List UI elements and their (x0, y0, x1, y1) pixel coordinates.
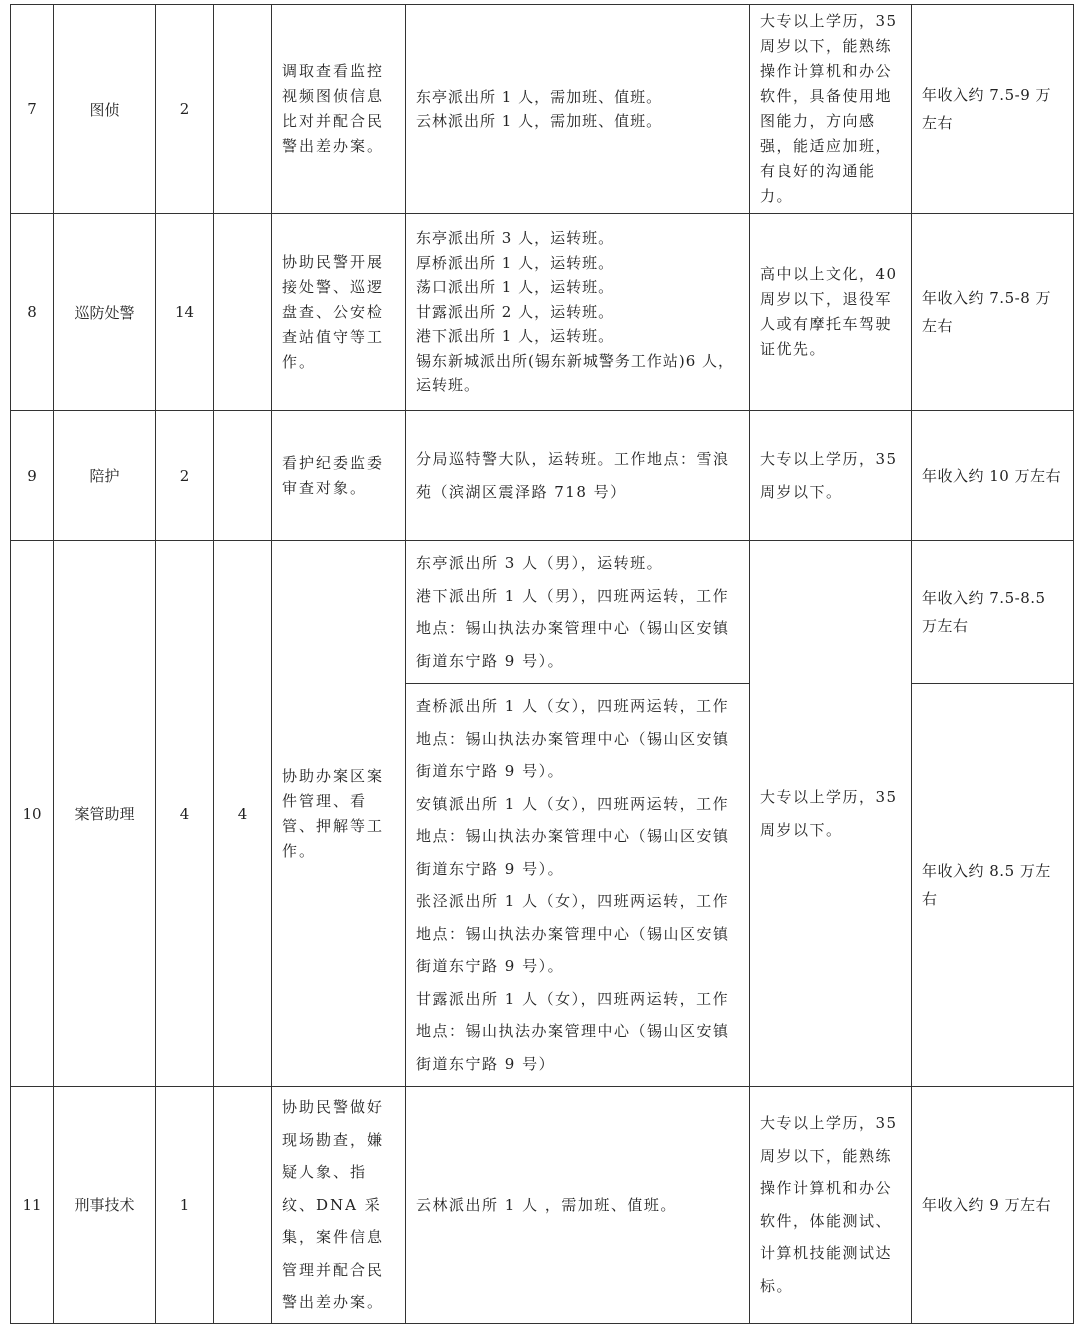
location-line: 云林派出所 1 人，需加班、值班。 (416, 112, 663, 130)
location-line: 甘露派出所 2 人，运转班。 (416, 302, 615, 321)
position-name: 刑事技术 (54, 1087, 156, 1324)
extra-count (214, 5, 272, 214)
location-line: 港下派出所 1 人，运转班。 (416, 327, 615, 346)
position-name: 案管助理 (54, 541, 156, 1087)
requirement-cell (750, 541, 912, 1087)
row-number: 8 (11, 214, 54, 411)
row-number: 9 (11, 411, 54, 541)
location-cell (406, 5, 750, 214)
recruitment-table (10, 4, 1074, 1324)
location-line: 分局巡特警大队，运转班。工作地点：雪浪苑（滨湖区震泽路 718 号） (416, 450, 730, 501)
extra-count (214, 411, 272, 541)
row-number: 10 (11, 541, 54, 1087)
duty-cell (272, 541, 406, 1087)
duty-text: 协助民警做好现场勘查，嫌疑人象、指纹、DNA 采集，案件信息管理并配合民警出差办案。 (282, 1098, 385, 1311)
location-line: 甘露派出所 1 人（女），四班两运转，工作地点：锡山执法办案管理中心（锡山区安镇街道东宁路 9 号） (416, 989, 730, 1073)
duty-cell (272, 1087, 406, 1324)
location-cell (406, 684, 750, 1087)
requirement-cell (750, 5, 912, 214)
location-line: 张泾派出所 1 人（女），四班两运转，工作地点：锡山执法办案管理中心（锡山区安镇街道东宁路 9 号）。 (416, 892, 730, 975)
location-line: 查桥派出所 1 人（女），四班两运转，工作地点：锡山执法办案管理中心（锡山区安镇街道东宁路 9 号）。 (416, 697, 730, 780)
location-cell (406, 411, 750, 541)
location-cell (406, 214, 750, 411)
duty-cell (272, 5, 406, 214)
salary-cell (912, 214, 1074, 411)
position-count: 14 (156, 214, 214, 411)
position-count: 1 (156, 1087, 214, 1324)
recruitment-table-page (10, 4, 1073, 1324)
salary-cell (912, 411, 1074, 541)
salary-text: 年收入约 9 万左右 (922, 1195, 1052, 1214)
position-name: 陪护 (54, 411, 156, 541)
location-line: 东亭派出所 3 人，运转班。 (416, 229, 615, 248)
salary-text: 年收入约 7.5-9 万左右 (922, 86, 1052, 132)
location-line: 云林派出所 1 人 ，需加班、值班。 (416, 1195, 677, 1214)
location-line: 荡口派出所 1 人，运转班。 (416, 278, 615, 297)
salary-cell (912, 5, 1074, 214)
row-number: 7 (11, 5, 54, 214)
salary-text: 年收入约 7.5-8 万左右 (922, 289, 1052, 335)
table-row (11, 5, 1074, 214)
location-line: 港下派出所 1 人（男），四班两运转，工作地点：锡山执法办案管理中心（锡山区安镇街道东宁路 9 号）。 (416, 586, 730, 670)
requirement-text: 大专以上学历，35周岁以下，能熟练操作计算机和办公软件，具备使用地图能力，方向感强，能适应加班，有良好的沟通能力。 (760, 12, 898, 205)
position-count: 4 (156, 541, 214, 1087)
salary-text: 年收入约 10 万左右 (922, 466, 1062, 485)
position-count: 2 (156, 411, 214, 541)
requirement-text: 大专以上学历，35周岁以下。 (760, 450, 898, 501)
salary-text: 年收入约 7.5-8.5 万左右 (922, 589, 1046, 635)
extra-count (214, 214, 272, 411)
salary-cell (912, 1087, 1074, 1324)
extra-count: 4 (214, 541, 272, 1087)
requirement-text: 大专以上学历，35周岁以下，能熟练操作计算机和办公软件，体能测试、计算机技能测试达标。 (760, 1114, 898, 1295)
location-line: 安镇派出所 1 人（女），四班两运转，工作地点：锡山执法办案管理中心（锡山区安镇街道东宁路 9 号）。 (416, 794, 730, 878)
position-count: 2 (156, 5, 214, 214)
salary-cell (912, 684, 1074, 1087)
location-line: 东亭派出所 1 人，需加班、值班。 (416, 87, 663, 106)
table-row (11, 541, 1074, 684)
duty-text: 协助民警开展接处警、巡逻盘查、公安检查站值守等工作。 (282, 252, 385, 371)
extra-count (214, 1087, 272, 1324)
position-name: 巡防处警 (54, 214, 156, 411)
requirement-cell (750, 1087, 912, 1324)
requirement-text: 大专以上学历，35周岁以下。 (760, 788, 898, 839)
requirement-cell (750, 411, 912, 541)
duty-text: 调取查看监控视频图侦信息比对并配合民警出差办案。 (282, 62, 385, 155)
requirement-cell (750, 214, 912, 411)
row-number: 11 (11, 1087, 54, 1324)
table-row (11, 411, 1074, 541)
duty-text: 协助办案区案件管理、看管、押解等工作。 (282, 766, 385, 860)
duty-cell (272, 411, 406, 541)
location-line: 东亭派出所 3 人（男），运转班。 (416, 554, 664, 572)
location-line: 厚桥派出所 1 人，运转班。 (416, 253, 615, 272)
requirement-text: 高中以上文化，40周岁以下，退役军人或有摩托车驾驶证优先。 (760, 265, 898, 358)
position-name: 图侦 (54, 5, 156, 214)
salary-cell (912, 541, 1074, 684)
table-row (11, 1087, 1074, 1324)
table-row (11, 214, 1074, 411)
location-cell (406, 541, 750, 684)
duty-text: 看护纪委监委审查对象。 (282, 453, 385, 497)
location-line: 锡东新城派出所(锡东新城警务工作站)6 人，运转班。 (416, 351, 735, 395)
location-cell (406, 1087, 750, 1324)
duty-cell (272, 214, 406, 411)
salary-text: 年收入约 8.5 万左右 (922, 862, 1051, 908)
